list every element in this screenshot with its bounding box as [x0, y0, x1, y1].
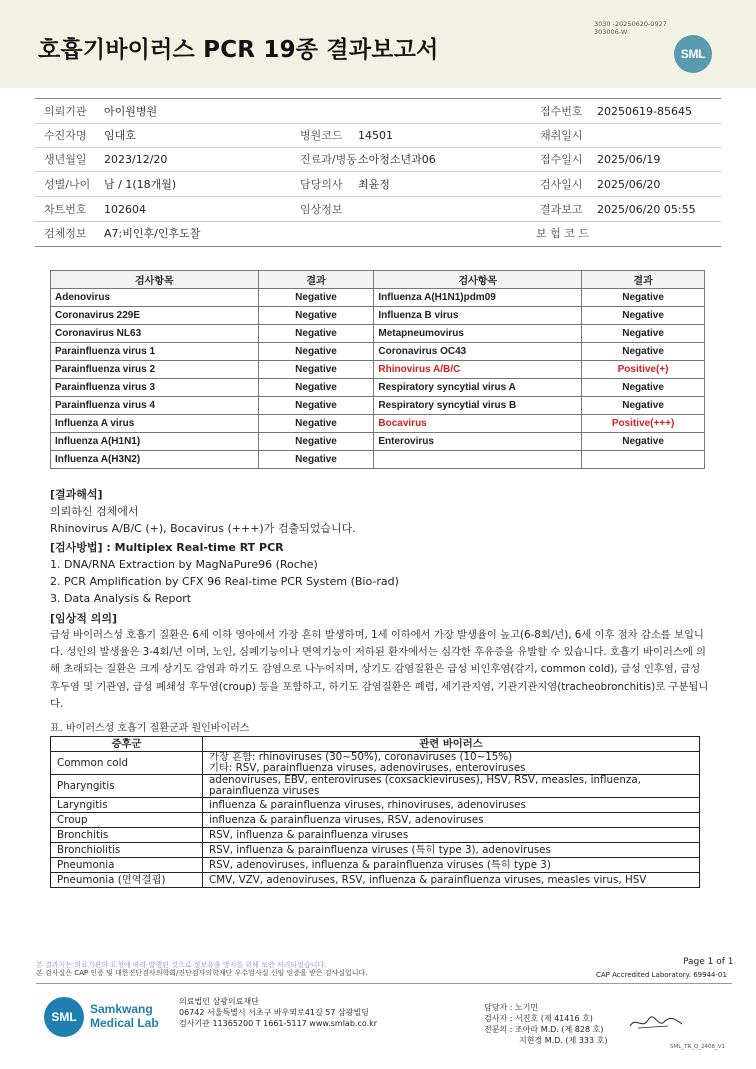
footer-divider: [36, 983, 732, 984]
divider: [35, 147, 721, 148]
test-item-cell: Coronavirus NL63: [51, 325, 259, 343]
divider: [35, 221, 721, 222]
footer-address: [179, 996, 377, 1029]
result-cell: Negative: [582, 433, 705, 451]
specimen-value: A7:비인후/인후도찰: [104, 227, 201, 240]
samkwang-logo-icon: SML: [44, 997, 84, 1037]
sex-label: 성별/나이: [44, 178, 91, 191]
virus-line: 기타: RSV, parainfluenza viruses, adenoviruses, enteroviruses: [209, 762, 526, 774]
virus-cell: [203, 813, 700, 828]
signatory-line: 담당자 : 노기민: [484, 1003, 539, 1012]
test-item-cell: Parainfluenza virus 2: [51, 361, 259, 379]
result-header: 결과: [582, 271, 705, 289]
org-name: 의료법인 삼광의료재단: [179, 997, 259, 1006]
virus-line: influenza & parainfluenza viruses, rhinoviruses, adenoviruses: [209, 798, 526, 811]
name-label: 수진자명: [44, 129, 87, 142]
test-item-cell: Influenza B virus: [374, 307, 582, 325]
result-cell: Positive(+++): [582, 415, 705, 433]
test-item-header: 검사항목: [374, 271, 582, 289]
test-item-cell: Enterovirus: [374, 433, 582, 451]
result-cell: Negative: [258, 379, 374, 397]
test-item-cell: Parainfluenza virus 1: [51, 343, 259, 361]
document-id-line: 303006-W: [594, 28, 628, 36]
receipt-label: 접수번호: [540, 105, 583, 118]
dept-label: 진료과/병동: [300, 153, 357, 166]
result-cell: Negative: [258, 289, 374, 307]
dept-value: 소아청소년과06: [358, 153, 436, 166]
test-item-cell: Influenza A(H3N2): [51, 451, 259, 469]
result-cell: Negative: [258, 343, 374, 361]
receipt-value: 20250619-85645: [597, 105, 692, 118]
result-header: 결과: [258, 271, 374, 289]
samkwang-logo-text: [90, 1002, 159, 1030]
virus-line: RSV, influenza & parainfluenza viruses: [209, 828, 409, 841]
syndrome-cell: Pharyngitis: [51, 775, 203, 798]
chart-label: 차트번호: [44, 203, 87, 216]
insurance-label: 보 험 코 드: [536, 227, 589, 240]
dob-value: 2023/12/20: [104, 153, 168, 166]
syndrome-cell: Pneumonia (면역결핍): [51, 873, 203, 888]
sml-logo-icon: SML: [674, 35, 712, 73]
org-address: 06742 서울특별시 서초구 바우뫼로41길 57 삼광빌딩: [179, 1008, 369, 1017]
method-line: 1. DNA/RNA Extraction by MagNaPure96 (Roche): [50, 558, 318, 571]
test-date-label: 검사일시: [540, 178, 583, 191]
syndrome-cell: Laryngitis: [51, 798, 203, 813]
relation-table: [50, 736, 700, 888]
test-item-header: 검사항목: [51, 271, 259, 289]
result-row: [51, 343, 705, 361]
divider: [35, 196, 721, 197]
signatory-line: 지현정 M.D. (제 333 호): [519, 1036, 608, 1045]
test-item-cell: Respiratory syncytial virus B: [374, 397, 582, 415]
clinical-meaning-text: 급성 바이러스성 호흡기 질환은 6세 이하 영아에서 가장 흔히 발생하며, 1세 이하에서 가장 발생율이 높고(6-8회/년), 6세 이후 점차 감소를 보입니다. 성인의 발생율은 3-4회/년 이며, 노인, 심폐기능이나 면역기능이 저하된 환자에서는 심각한 후유증을 유발할 수 있습니다. 호흡기 바이러스에 의해 초래되는 질환은 크게 상기도 감염과 하기도 감염으로 나누어지며, 상기도 감염질환은 급성 비인후염(감기, common cold), 급성 인후염, 급성 후두염 및 기관염, 급성 폐쇄성 후두염(croup) 등을 포함하고, 하기도 감염질환은 폐렴, 세기관지염, 기관기관지염(tracheobronchitis)로 구분됩니다.: [50, 629, 709, 710]
result-row: [51, 397, 705, 415]
result-cell: Negative: [258, 307, 374, 325]
relation-row: [51, 858, 700, 873]
doctor-label: 담당의사: [300, 178, 343, 191]
results-header-row: [51, 271, 705, 289]
hospital-code-label: 병원코드: [300, 129, 343, 142]
result-cell: Positive(+): [582, 361, 705, 379]
doctor-value: 최윤정: [358, 178, 390, 191]
result-row: [51, 307, 705, 325]
syndrome-header: 증후군: [51, 737, 203, 752]
result-cell: Negative: [258, 361, 374, 379]
test-item-cell: Influenza A virus: [51, 415, 259, 433]
document-id-line: 3030 -20250620-0927: [594, 20, 667, 28]
client-value: 아이원병원: [104, 105, 158, 118]
virus-cell: [203, 843, 700, 858]
virus-header: 관련 바이러스: [203, 737, 700, 752]
result-cell: Negative: [582, 307, 705, 325]
method-section: [50, 539, 399, 607]
interpretation-line: Rhinovirus A/B/C (+), Bocavirus (+++)가 검출되었습니다.: [50, 522, 356, 535]
test-item-cell: Parainfluenza virus 4: [51, 397, 259, 415]
syndrome-cell: Bronchitis: [51, 828, 203, 843]
logo-text-line: Medical Lab: [90, 1016, 159, 1030]
test-item-cell: Coronavirus OC43: [374, 343, 582, 361]
sex-value: 남 / 1(18개월): [104, 178, 177, 191]
test-item-cell: [374, 451, 582, 469]
client-label: 의뢰기관: [44, 105, 87, 118]
test-item-cell: Influenza A(H1N1)pdm09: [374, 289, 582, 307]
clinical-label: 임상정보: [300, 203, 343, 216]
result-cell: Negative: [258, 433, 374, 451]
clinical-meaning-heading: [임상적 의의]: [50, 612, 118, 625]
result-cell: Negative: [582, 379, 705, 397]
org-registration: 검사기관 11365200 T 1661-5117 www.smlab.co.kr: [179, 1019, 378, 1028]
signatory-line: 검사자 : 서진호 (제 41416 호): [484, 1014, 593, 1023]
dob-label: 생년월일: [44, 153, 87, 166]
relation-row: [51, 843, 700, 858]
interpretation-heading: [결과해석]: [50, 488, 103, 501]
signature-icon: [628, 1012, 684, 1034]
virus-line: RSV, influenza & parainfluenza viruses (특히 type 3), adenoviruses: [209, 843, 551, 856]
footer-note: 본 결과지는 의료기관의 요청에 따라 발행된 것으로 정보유출 방지를 위해 보안 처리되었습니다.: [36, 961, 327, 969]
name-value: 임대호: [104, 129, 136, 142]
relation-table-caption: 표. 바이러스성 호흡기 질환군과 원인바이러스: [50, 723, 250, 734]
report-date-value: 2025/06/20 05:55: [597, 203, 696, 216]
result-cell: Negative: [258, 325, 374, 343]
result-row: [51, 325, 705, 343]
virus-cell: [203, 828, 700, 843]
relation-header-row: [51, 737, 700, 752]
footer-notes: [36, 961, 368, 977]
collect-label: 채취일시: [540, 129, 583, 142]
syndrome-cell: Bronchiolitis: [51, 843, 203, 858]
syndrome-cell: Croup: [51, 813, 203, 828]
test-item-cell: Metapneumovirus: [374, 325, 582, 343]
relation-row: [51, 813, 700, 828]
virus-cell: [203, 798, 700, 813]
report-title: 호흡기바이러스 PCR 19종 결과보고서: [38, 37, 439, 63]
form-code: SML_TR_Q_2408_V1: [670, 1044, 726, 1050]
divider: [35, 171, 721, 172]
result-row: [51, 433, 705, 451]
divider: [35, 123, 721, 124]
virus-cell: [203, 752, 700, 775]
chart-value: 102604: [104, 203, 146, 216]
test-item-cell: Adenovirus: [51, 289, 259, 307]
divider: [35, 98, 721, 99]
virus-line: 가장 흔함: rhinoviruses (30~50%), coronaviruses (10~15%): [209, 751, 513, 763]
result-cell: Negative: [258, 451, 374, 469]
relation-row: [51, 752, 700, 775]
footer-note: 본 검사실은 CAP 인증 및 대한진단검사의학회/진단검사의학재단 우수검사실 신임 인증을 받은 검사실입니다.: [36, 969, 368, 977]
cap-accreditation: CAP Accredited Laboratory. 69944-01: [596, 971, 727, 979]
divider: [35, 246, 721, 247]
test-item-cell: Influenza A(H1N1): [51, 433, 259, 451]
method-line: 3. Data Analysis & Report: [50, 592, 192, 605]
report-date-label: 결과보고: [540, 203, 583, 216]
signatory-line: 전문의 : 조아라 M.D. (제 828 호): [484, 1025, 604, 1034]
received-value: 2025/06/19: [597, 153, 661, 166]
virus-line: parainfluenza viruses: [209, 785, 320, 797]
virus-line: adenoviruses, EBV, enteroviruses (coxsackieviruses), HSV, RSV, measles, influenza,: [209, 774, 641, 786]
interpretation-line: 의뢰하신 검체에서: [50, 505, 139, 518]
test-item-cell: Rhinovirus A/B/C: [374, 361, 582, 379]
document-id: [594, 20, 667, 36]
received-label: 접수일시: [540, 153, 583, 166]
result-row: [51, 451, 705, 469]
syndrome-cell: Pneumonia: [51, 858, 203, 873]
specimen-label: 검체정보: [44, 227, 87, 240]
page-number: Page 1 of 1: [683, 957, 734, 967]
result-row: [51, 379, 705, 397]
result-cell: Negative: [582, 397, 705, 415]
test-item-cell: Bocavirus: [374, 415, 582, 433]
result-row: [51, 361, 705, 379]
result-cell: Negative: [582, 325, 705, 343]
virus-cell: [203, 775, 700, 798]
relation-row: [51, 828, 700, 843]
hospital-code-value: 14501: [358, 129, 393, 142]
virus-line: CMV, VZV, adenoviruses, RSV, influenza & parainfluenza viruses, measles virus, HSV: [209, 873, 647, 886]
result-cell: Negative: [582, 343, 705, 361]
virus-line: RSV, adenoviruses, influenza & parainfluenza viruses (특히 type 3): [209, 858, 551, 871]
syndrome-cell: Common cold: [51, 752, 203, 775]
virus-line: influenza & parainfluenza viruses, RSV, adenoviruses: [209, 813, 484, 826]
logo-text-line: Samkwang: [90, 1002, 153, 1016]
test-item-cell: Parainfluenza virus 3: [51, 379, 259, 397]
results-table: [50, 270, 705, 469]
result-cell: [582, 451, 705, 469]
relation-row: [51, 775, 700, 798]
virus-cell: [203, 858, 700, 873]
relation-row: [51, 873, 700, 888]
result-cell: Negative: [582, 289, 705, 307]
test-item-cell: Respiratory syncytial virus A: [374, 379, 582, 397]
method-heading: [검사방법] : Multiplex Real-time RT PCR: [50, 541, 284, 554]
test-item-cell: Coronavirus 229E: [51, 307, 259, 325]
interpretation-section: [50, 486, 356, 537]
result-cell: Negative: [258, 397, 374, 415]
signatories: [484, 1002, 607, 1046]
method-line: 2. PCR Amplification by CFX 96 Real-time PCR System (Bio-rad): [50, 575, 399, 588]
test-date-value: 2025/06/20: [597, 178, 661, 191]
result-row: [51, 415, 705, 433]
relation-row: [51, 798, 700, 813]
result-cell: Negative: [258, 415, 374, 433]
result-row: [51, 289, 705, 307]
virus-cell: [203, 873, 700, 888]
